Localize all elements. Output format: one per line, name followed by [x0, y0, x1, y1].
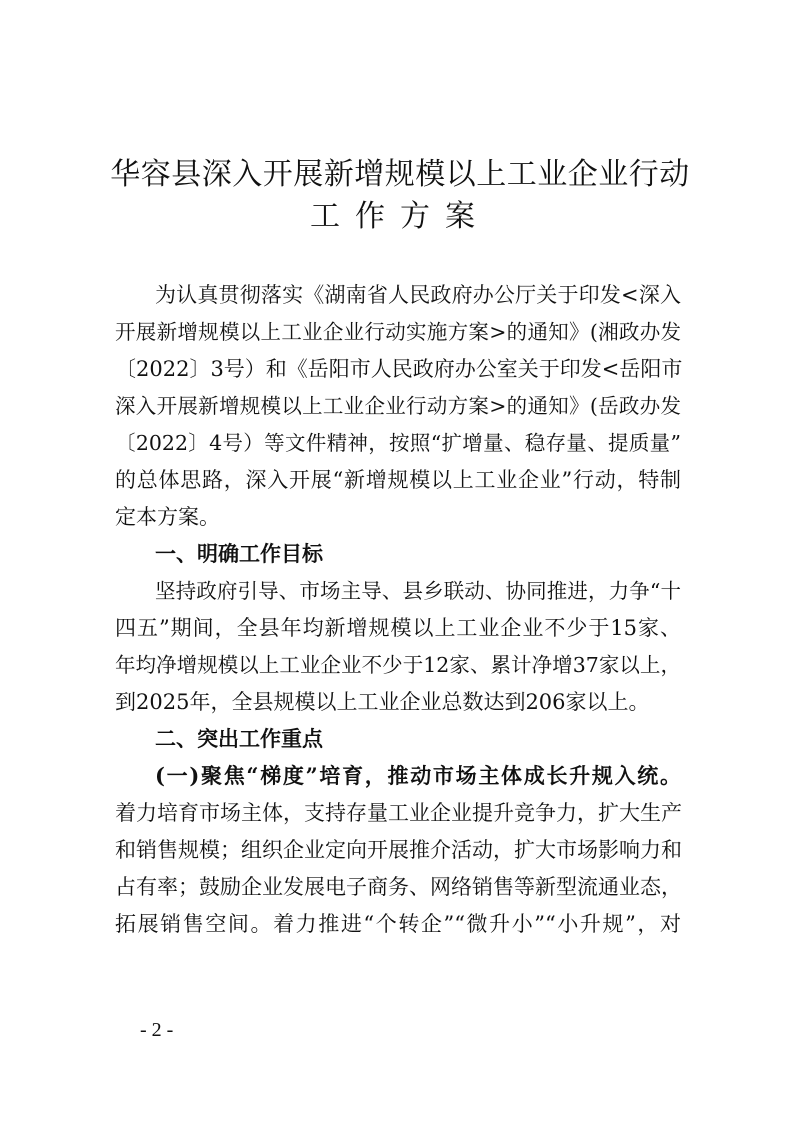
paragraph-line: 年均净增规模以上工业企业不少于12家、累计净增37家以上， [115, 653, 681, 677]
paragraph-line: 深入开展新增规模以上工业企业行动方案>的通知》(岳政办发 [115, 394, 681, 418]
paragraph-line: 开展新增规模以上工业企业行动实施方案>的通知》(湘政办发 [115, 320, 681, 344]
paragraph-line: 到2025年，全县规模以上工业企业总数达到206家以上。 [115, 690, 650, 714]
paragraph-line: 定本方案。 [115, 505, 220, 529]
paragraph-line: 四五”期间，全县年均新增规模以上工业企业不少于15家、 [115, 616, 681, 640]
document-title-line-1: 华容县深入开展新增规模以上工业企业行动 [110, 157, 690, 192]
paragraph-line: 为认真贯彻落实《湖南省人民政府办公厅关于印发<深入 [155, 283, 681, 307]
document-title-line-2: 工作方案 [310, 199, 490, 234]
subsection-heading-1: (一)聚焦“梯度”培育，推动市场主体成长升规入统。 [155, 763, 681, 788]
section-heading-2: 二、突出工作重点 [155, 727, 323, 751]
page-number: - 2 - [140, 1019, 174, 1041]
section-heading-1: 一、明确工作目标 [155, 542, 323, 566]
paragraph-line: 和销售规模；组织企业定向开展推介活动，扩大市场影响力和 [115, 838, 682, 862]
paragraph-line: 的总体思路，深入开展“新增规模以上工业企业”行动，特制 [115, 468, 681, 492]
paragraph-line: 拓展销售空间。着力推进“个转企”“微升小”“小升规”，对 [115, 912, 681, 936]
paragraph-line: 着力培育市场主体，支持存量工业企业提升竞争力，扩大生产 [115, 801, 682, 825]
paragraph-line: 占有率；鼓励企业发展电子商务、网络销售等新型流通业态， [115, 875, 682, 899]
paragraph-line: 〔2022〕3号）和《岳阳市人民政府办公室关于印发<岳阳市 [115, 357, 683, 381]
paragraph-line: 坚持政府引导、市场主导、县乡联动、协同推进，力争“十 [155, 579, 681, 603]
paragraph-line: 〔2022〕4号）等文件精神，按照“扩增量、稳存量、提质量” [115, 431, 681, 455]
